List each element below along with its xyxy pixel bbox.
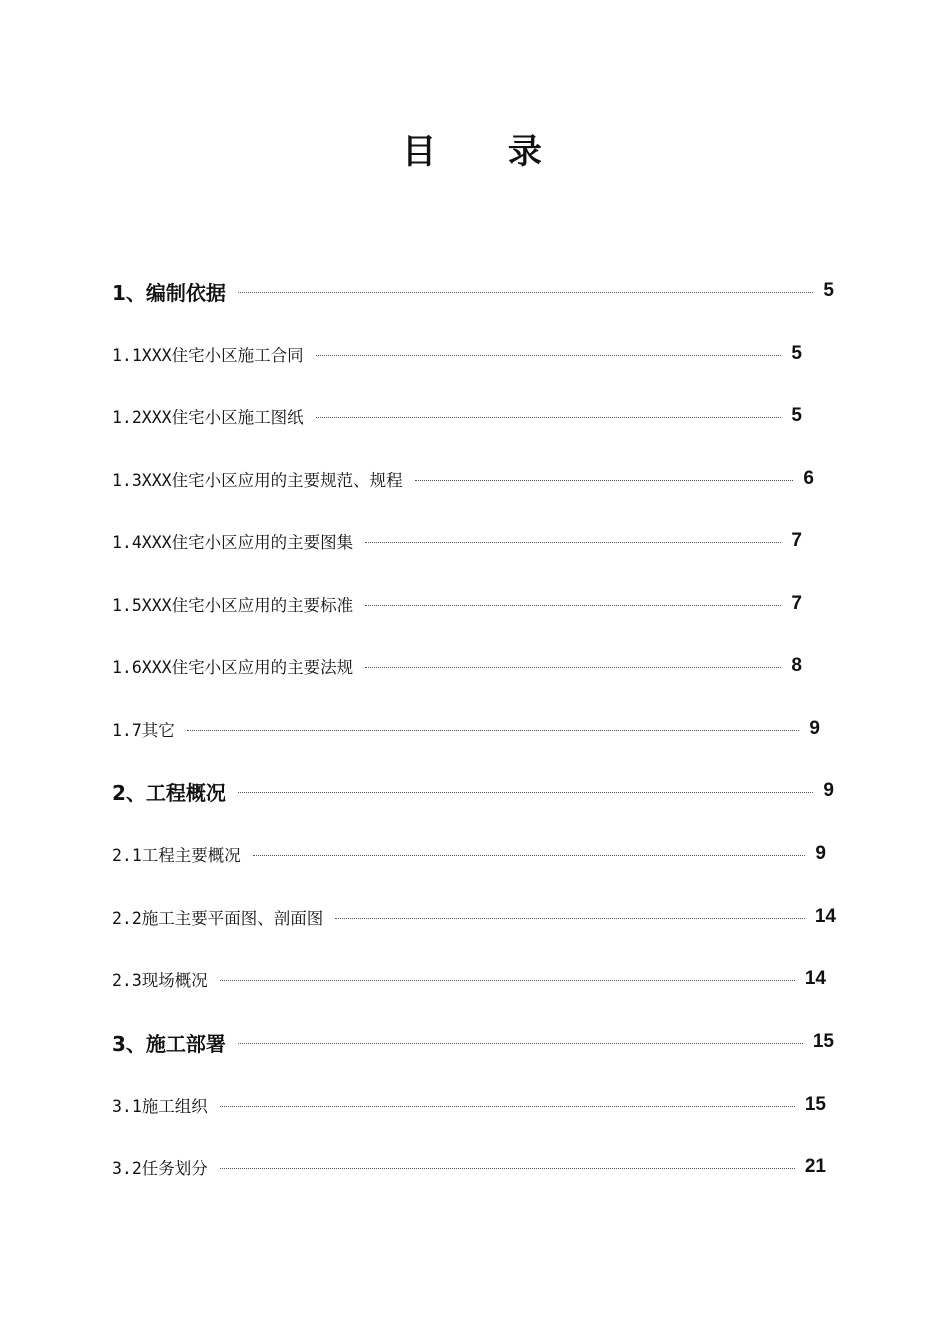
toc-dot-leader: [220, 1168, 795, 1169]
toc-dot-leader: [238, 292, 814, 293]
toc-entry[interactable]: [112, 526, 802, 556]
toc-dot-leader: [365, 605, 781, 606]
toc-entry-label: 2、工程概况: [112, 780, 226, 805]
page-title: 目 录: [402, 132, 572, 172]
toc-entry[interactable]: [112, 651, 802, 681]
toc-page-number: 21: [804, 1156, 826, 1177]
toc-page-number: 15: [812, 1031, 834, 1052]
toc-entry-label: 1.5XXX住宅小区应用的主要标准: [112, 596, 354, 615]
toc-entry[interactable]: [112, 964, 826, 994]
toc-dot-leader: [238, 792, 814, 793]
toc-dot-leader: [220, 980, 795, 981]
toc-page-number: 6: [803, 468, 814, 489]
toc-entry[interactable]: [112, 839, 826, 869]
toc-dot-leader: [316, 417, 782, 418]
toc-entry[interactable]: [112, 276, 834, 306]
toc-entry-label: 2.3现场概况: [112, 971, 208, 990]
toc-entry-label: 3、施工部署: [112, 1031, 226, 1056]
toc-entry-label: 1.6XXX住宅小区应用的主要法规: [112, 658, 354, 677]
toc-dot-leader: [335, 918, 805, 919]
toc-page-number: 5: [823, 280, 834, 301]
toc-dot-leader: [187, 730, 800, 731]
toc-entry-label: 1.7其它: [112, 721, 175, 740]
toc-entry[interactable]: [112, 1152, 826, 1182]
toc-entry-label: 2.1工程主要概况: [112, 846, 241, 865]
toc-dot-leader: [220, 1106, 795, 1107]
toc-page-number: 9: [823, 780, 834, 801]
toc-entry-label: 1、编制依据: [112, 280, 226, 305]
toc-entry[interactable]: [112, 1090, 826, 1120]
toc-page-number: 8: [791, 655, 802, 676]
toc-entry[interactable]: [112, 339, 802, 369]
toc-dot-leader: [415, 480, 794, 481]
toc-entry[interactable]: [112, 464, 814, 494]
toc-entry-label: 1.2XXX住宅小区施工图纸: [112, 408, 304, 427]
toc-dot-leader: [316, 355, 782, 356]
toc-entry-label: 3.2任务划分: [112, 1159, 208, 1178]
toc-page-number: 5: [791, 405, 802, 426]
toc-entry-label: 2.2施工主要平面图、剖面图: [112, 909, 324, 928]
toc-page-number: 7: [791, 593, 802, 614]
toc-entry[interactable]: [112, 401, 802, 431]
toc-page-number: 5: [791, 343, 802, 364]
toc-entry[interactable]: [112, 714, 820, 744]
toc-entry[interactable]: [112, 1027, 834, 1057]
toc-page-number: 9: [809, 718, 820, 739]
toc-entry-label: 3.1施工组织: [112, 1097, 208, 1116]
toc-entry[interactable]: [112, 589, 802, 619]
toc-page-number: 14: [814, 906, 836, 927]
toc-page-number: 15: [804, 1094, 826, 1115]
toc-dot-leader: [253, 855, 806, 856]
toc-entry-label: 1.1XXX住宅小区施工合同: [112, 346, 304, 365]
toc-dot-leader: [365, 542, 781, 543]
toc-entry-label: 1.3XXX住宅小区应用的主要规范、规程: [112, 471, 403, 490]
toc-entry[interactable]: [112, 902, 836, 932]
toc-entry-label: 1.4XXX住宅小区应用的主要图集: [112, 533, 354, 552]
toc-page-number: 7: [791, 530, 802, 551]
toc-dot-leader: [365, 667, 781, 668]
toc-entry[interactable]: [112, 776, 834, 806]
toc-dot-leader: [238, 1043, 803, 1044]
toc-page-number: 9: [815, 843, 826, 864]
toc-page-number: 14: [804, 968, 826, 989]
